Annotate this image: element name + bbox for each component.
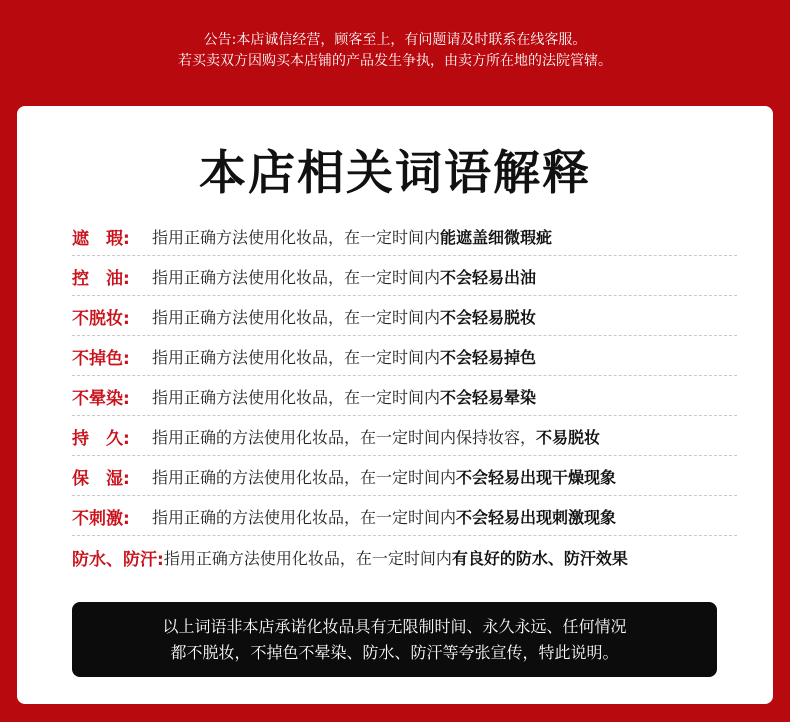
- term-description: 指用正确方法使用化妆品，在一定时间内: [152, 228, 441, 247]
- term-emphasis: 不易脱妆: [536, 428, 601, 447]
- term-label: 防水、防汗:: [72, 549, 164, 570]
- term-description: 指用正确的方法使用化妆品，在一定时间内: [152, 508, 457, 527]
- glossary-row-waterproof: [72, 536, 737, 576]
- term-description: 指用正确方法使用化妆品，在一定时间内: [152, 308, 441, 327]
- glossary-row-moisturizing: [72, 456, 737, 496]
- term-emphasis: 能遮盖细微瑕疵: [440, 228, 553, 247]
- term-description: 指用正确的方法使用化妆品，在一定时间内保持妆容，: [152, 428, 537, 447]
- term-label: 控 油:: [72, 269, 130, 289]
- disclaimer-box: [72, 602, 717, 677]
- page-title: 本店相关词语解释: [199, 146, 591, 201]
- term-description: 指用正确方法使用化妆品，在一定时间内: [152, 268, 441, 287]
- term-emphasis: 不会轻易脱妆: [440, 308, 537, 327]
- notice-line-2: 若买卖双方因购买本店铺的产品发生争执，由卖方所在地的法院管辖。: [178, 53, 612, 69]
- term-emphasis: 不会轻易出现干燥现象: [456, 468, 617, 487]
- disclaimer-line-1: 以上词语非本店承诺化妆品具有无限制时间、永久永远、任何情况: [162, 616, 627, 636]
- term-label: 遮 瑕:: [72, 229, 130, 249]
- term-emphasis: 不会轻易出油: [440, 268, 537, 287]
- term-description: 指用正确方法使用化妆品，在一定时间内: [163, 548, 452, 568]
- glossary-row-long-lasting: [72, 416, 737, 456]
- glossary-row-no-fade: [72, 336, 737, 376]
- term-description: 指用正确方法使用化妆品，在一定时间内: [152, 348, 441, 367]
- term-emphasis: 有良好的防水、防汗效果: [451, 548, 628, 568]
- store-notice: [0, 30, 790, 72]
- term-description: 指用正确方法使用化妆品，在一定时间内: [152, 388, 441, 407]
- notice-line-1: 公告:本店诚信经营，顾客至上，有问题请及时联系在线客服。: [203, 32, 587, 48]
- glossary-row-concealer: [72, 216, 737, 256]
- glossary-list: [72, 216, 737, 576]
- term-label: 保 湿:: [72, 469, 130, 489]
- term-label: 不脱妆:: [72, 309, 130, 329]
- term-label: 持 久:: [72, 429, 130, 449]
- term-label: 不掉色:: [72, 349, 130, 369]
- glossary-row-non-irritating: [72, 496, 737, 536]
- term-label: 不晕染:: [72, 389, 130, 409]
- disclaimer-line-2: 都不脱妆，不掉色不晕染、防水、防汗等夸张宣传，特此说明。: [170, 642, 619, 662]
- glossary-card: [17, 106, 773, 704]
- glossary-row-no-bleed: [72, 376, 737, 416]
- glossary-row-oil-control: [72, 256, 737, 296]
- term-description: 指用正确的方法使用化妆品，在一定时间内: [152, 468, 457, 487]
- term-emphasis: 不会轻易晕染: [440, 388, 537, 407]
- glossary-row-no-smudge: [72, 296, 737, 336]
- term-emphasis: 不会轻易出现刺激现象: [456, 508, 617, 527]
- term-label: 不刺激:: [72, 509, 130, 529]
- term-emphasis: 不会轻易掉色: [440, 348, 537, 367]
